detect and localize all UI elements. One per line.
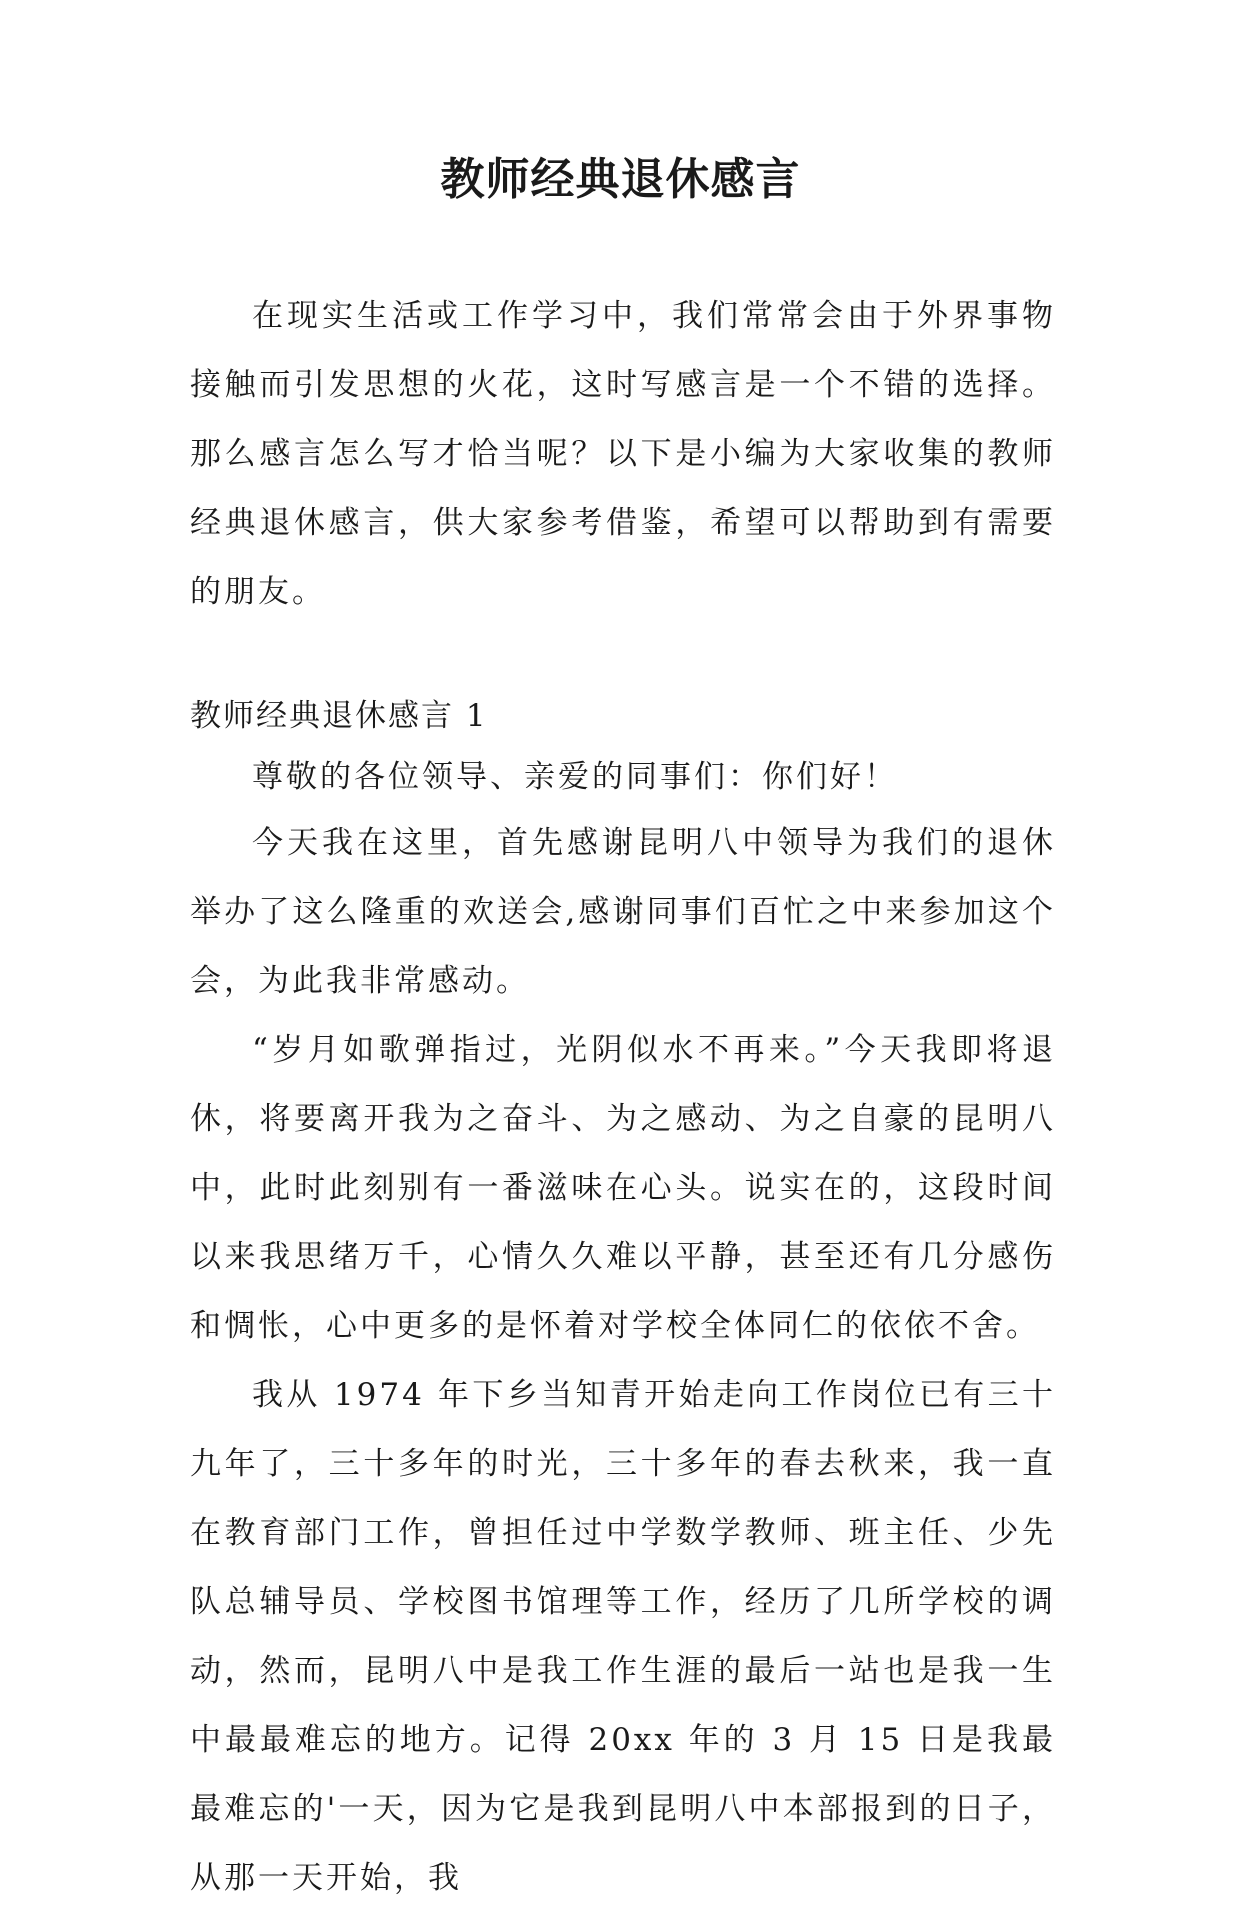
greeting-paragraph: 尊敬的各位领导、亲爱的同事们：你们好！ <box>252 759 898 795</box>
body-paragraph: “岁月如歌弹指过，光阴似水不再来。”今天我即将退休，将要离开我为之奋斗、为之感动、为之自豪的昆明八中，此时此刻别有一番滋味在心头。说实在的，这段时间以来我思绪万千，心情久久难以平静，甚至还有几分感伤和惆怅，心中更多的是怀着对学校全体同仁的依依不舍。 <box>190 1032 1056 1344</box>
section-spacer <box>190 627 1056 687</box>
intro-paragraph: 在现实生活或工作学习中，我们常常会由于外界事物接触而引发思想的火花，这时写感言是一个不错的选择。那么感言怎么写才恰当呢？以下是小编为大家收集的教师经典退休感言，供大家参考借鉴，希望可以帮助到有需要的朋友。 <box>190 298 1056 610</box>
document-title: 教师经典退休感言 <box>440 154 801 205</box>
body-paragraph: 我从 1974 年下乡当知青开始走向工作岗位已有三十九年了，三十多年的时光，三十多年的春去秋来，我一直在教育部门工作，曾担任过中学数学教师、班主任、少先队总辅导员、学校图书馆理等工作，经历了几所学校的调动，然而，昆明八中是我工作生涯的最后一站也是我一生中最最难忘的地方。记得 20xx 年的 3 月 15 日是我最最难忘的'一天，因为它是我到昆明八中本部报到的日子，从那一天开始，我 <box>190 1377 1056 1896</box>
document-body <box>190 282 1056 1913</box>
section-heading: 教师经典退休感言 1 <box>190 698 488 734</box>
body-paragraph: 今天我在这里，首先感谢昆明八中领导为我们的退休举办了这么隆重的欢送会,感谢同事们百忙之中来参加这个会，为此我非常感动。 <box>190 825 1056 999</box>
